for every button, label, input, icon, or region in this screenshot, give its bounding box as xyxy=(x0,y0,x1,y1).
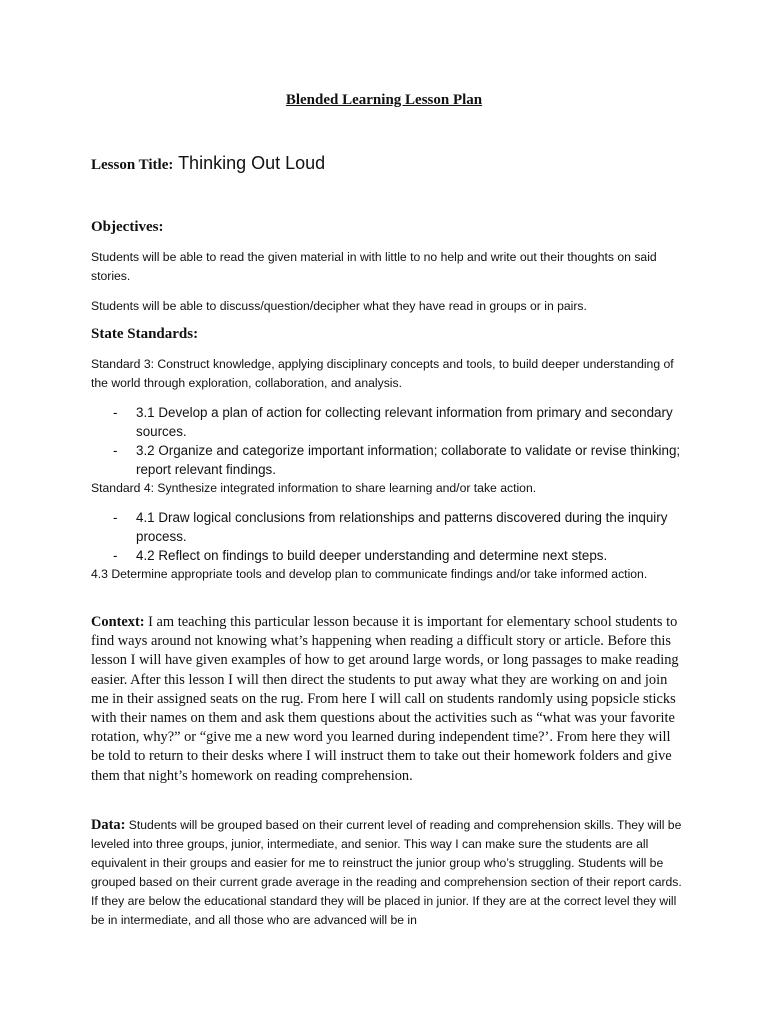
state-standards-heading: State Standards: xyxy=(91,326,199,342)
data-label: Data: xyxy=(91,817,126,833)
lesson-title-label: Lesson Title: xyxy=(91,157,174,173)
document-title: Blended Learning Lesson Plan xyxy=(285,92,483,108)
standard-4-text: Standard 4: Synthesize integrated information to share learning and/or take action. xyxy=(91,481,537,495)
objective-1: Students will be able to read the given material in with little to no help and write out their thoughts on said stories. xyxy=(91,250,657,283)
list-item: - 3.2 Organize and categorize important information; collaborate to validate or revise thinking; report relevant findings. xyxy=(113,443,681,477)
objective-2: Students will be able to discuss/question/decipher what they have read in groups or in pairs. xyxy=(91,299,587,313)
lesson-title-value: Thinking Out Loud xyxy=(173,153,326,173)
data-paragraph xyxy=(91,816,683,930)
list-item: - 3.1 Develop a plan of action for collecting relevant information from primary and secondary sources. xyxy=(113,405,673,439)
objectives-heading: Objectives: xyxy=(91,219,164,235)
list-item: - 4.2 Reflect on findings to build deeper understanding and determine next steps. xyxy=(113,548,608,563)
standard-4-list xyxy=(91,508,691,565)
standard-3-list xyxy=(91,403,691,479)
context-text: I am teaching this particular lesson because it is important for elementary school students to find ways around not knowing what’s happening when reading a difficult story or article. Before this lesson I will have given examples of how to get around large words, or long passages to make reading easier. After this lesson I will then direct the students to put away what they are working on and join me in their assigned seats on the rug. From here I will call on students randomly using popsicle sticks with their names on them and ask them questions about the activities such as “what was your favorite rotation, why?” or “give me a new word you learned during independent time?’. From here they will be told to return to their desks where I will instruct them to take out their homework folders and give them that night’s homework on reading comprehension. xyxy=(91,614,679,784)
standard-3-2: 3.2 Organize and categorize important information; collaborate to validate or revise thinking; report relevant findings. xyxy=(136,443,681,477)
list-item: - 4.1 Draw logical conclusions from relationships and patterns discovered during the inquiry process. xyxy=(113,510,668,544)
standard-4-3-text: 4.3 Determine appropriate tools and develop plan to communicate findings and/or take informed action. xyxy=(91,567,648,581)
standard-4-2: 4.2 Reflect on findings to build deeper understanding and determine next steps. xyxy=(136,548,608,563)
context-label: Context: xyxy=(91,614,145,630)
standard-4-1: 4.1 Draw logical conclusions from relationships and patterns discovered during the inquiry process. xyxy=(136,510,668,544)
data-text: Students will be grouped based on their current level of reading and comprehension skills. They will be leveled into three groups, junior, intermediate, and senior. This way I can make sure the students are all equivalent in their groups and easier for me to reinstruct the junior group who’s struggling. Students will be grouped based on their current grade average in the reading and comprehension section of their report cards. If they are below the educational standard they will be placed in junior. If they are at the correct level they will be in intermediate, and all those who are advanced will be in xyxy=(91,818,682,927)
standard-3-text: Standard 3: Construct knowledge, applying disciplinary concepts and tools, to build deeper understanding of the world through exploration, collaboration, and analysis. xyxy=(91,357,674,390)
lesson-title-row xyxy=(91,153,325,174)
context-paragraph xyxy=(91,613,683,786)
standard-3-1: 3.1 Develop a plan of action for collecting relevant information from primary and secondary sources. xyxy=(136,405,673,439)
